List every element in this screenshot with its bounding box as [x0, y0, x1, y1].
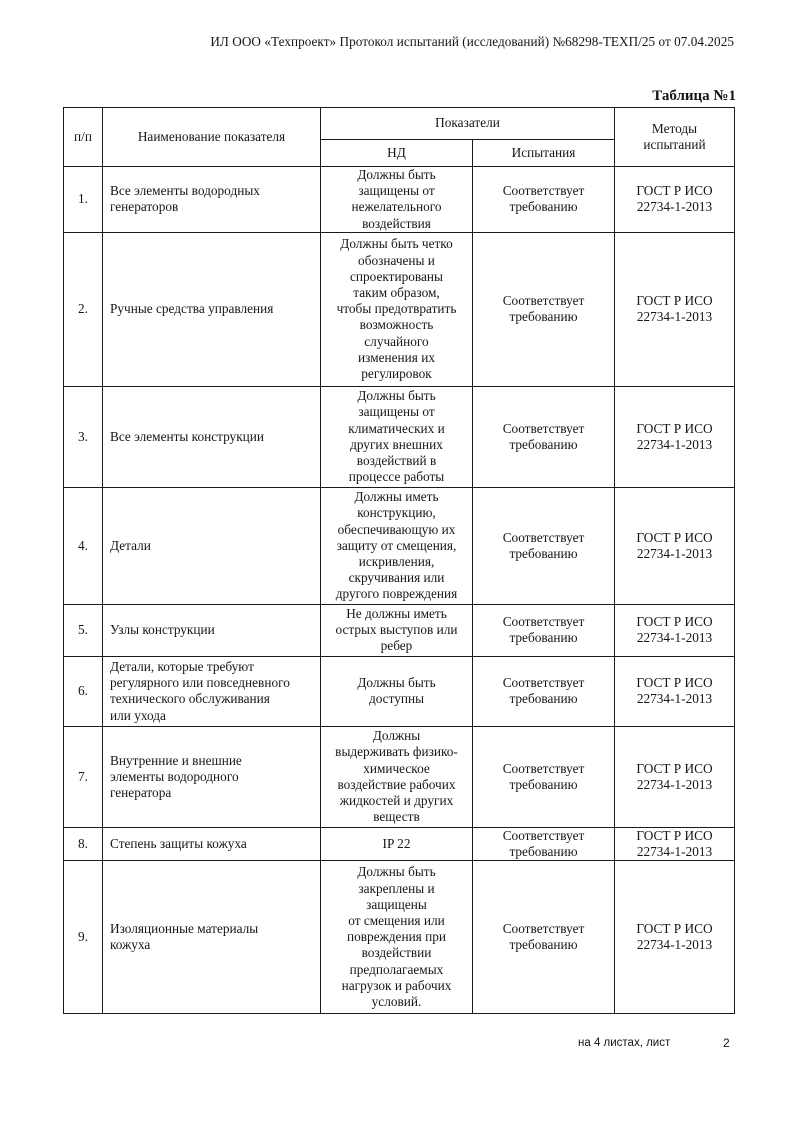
row-test [473, 232, 615, 386]
header-num: п/п [64, 108, 103, 167]
row-nd [321, 487, 473, 604]
row-name [103, 726, 321, 827]
row-test-text: Соответствует требованию [502, 760, 585, 792]
header-methods [615, 108, 735, 167]
row-test-text: Соответствует требованию [502, 529, 585, 561]
row-method-text: ГОСТ Р ИСО 22734-1-2013 [636, 293, 713, 325]
row-method [615, 604, 735, 656]
row-nd [321, 386, 473, 487]
row-num [64, 232, 103, 386]
row-num [64, 827, 103, 860]
row-test [473, 604, 615, 656]
row-nd-text: Должны иметь конструкцию, обеспечивающую их защиту от смещения, искривления, скручивания или другого повреждения [335, 489, 458, 602]
table-row [64, 167, 735, 233]
row-nd-text: Должны быть защищены от климатических и других внешних воздействий в процессе работы [348, 388, 445, 485]
row-method [615, 656, 735, 726]
row-nd-text: Должны быть закреплены и защищены от смещения или повреждения при воздействии предполагаемых нагрузок и рабочих условий. [341, 864, 452, 1009]
row-name [103, 604, 321, 656]
row-name [103, 232, 321, 386]
row-nd-text: Должны быть доступны [357, 675, 436, 707]
row-num-text: 5. [78, 622, 88, 638]
row-method [615, 386, 735, 487]
row-name [103, 167, 321, 233]
footer-sheets-text: на 4 листах, лист [578, 1037, 671, 1049]
row-name-text: Все элементы конструкции [110, 428, 265, 444]
footer-page-number: 2 [723, 1036, 730, 1050]
row-method [615, 487, 735, 604]
row-num [64, 487, 103, 604]
table-caption: Таблица №1 [652, 88, 736, 104]
protocol-table [63, 107, 735, 1014]
row-name [103, 861, 321, 1014]
row-num [64, 726, 103, 827]
row-name-text: Внутренние и внешние элементы водородного генератора [110, 752, 242, 800]
row-num [64, 656, 103, 726]
row-nd-text: Должны быть четко обозначены и спроектированы таким образом, чтобы предотвратить возможность случайного изменения их регулировок [336, 236, 457, 382]
row-num-text: 6. [78, 683, 88, 699]
header-nd: НД [321, 140, 473, 167]
row-method-text: ГОСТ Р ИСО 22734-1-2013 [636, 420, 713, 452]
row-test [473, 827, 615, 860]
row-method-text: ГОСТ Р ИСО 22734-1-2013 [636, 827, 713, 860]
row-test-text: Соответствует требованию [502, 827, 585, 860]
row-test-text: Соответствует требованию [502, 675, 585, 707]
row-test [473, 487, 615, 604]
row-method [615, 726, 735, 827]
row-num-text: 7. [78, 768, 88, 784]
table-row [64, 232, 735, 386]
row-name [103, 827, 321, 860]
row-method [615, 232, 735, 386]
row-nd-text: IP 22 [382, 835, 411, 851]
row-num [64, 861, 103, 1014]
row-test-text: Соответствует требованию [502, 921, 585, 953]
header-tests: Испытания [473, 140, 615, 167]
row-nd [321, 604, 473, 656]
row-method-text: ГОСТ Р ИСО 22734-1-2013 [636, 921, 713, 953]
row-method [615, 827, 735, 860]
row-num-text: 9. [78, 929, 88, 945]
row-num-text: 3. [78, 428, 88, 444]
table-row [64, 861, 735, 1014]
row-test [473, 656, 615, 726]
row-name-text: Изоляционные материалы кожуха [110, 921, 259, 953]
row-num-text: 2. [78, 301, 88, 317]
row-test [473, 726, 615, 827]
row-name [103, 656, 321, 726]
row-method-text: ГОСТ Р ИСО 22734-1-2013 [636, 529, 713, 561]
row-num [64, 167, 103, 233]
row-method-text: ГОСТ Р ИСО 22734-1-2013 [636, 183, 713, 215]
row-num-text: 4. [78, 537, 88, 553]
row-name-text: Детали [110, 537, 151, 553]
row-name-text: Детали, которые требуют регулярного или повседневного технического обслуживания или ухода [110, 658, 290, 723]
table-row [64, 827, 735, 860]
row-nd [321, 861, 473, 1014]
table-head [64, 108, 735, 167]
row-test [473, 861, 615, 1014]
table-row [64, 604, 735, 656]
row-nd [321, 232, 473, 386]
row-nd [321, 726, 473, 827]
row-nd-text: Не должны иметь острых выступов или ребер [335, 606, 458, 654]
header-name: Наименование показателя [103, 108, 321, 167]
row-method-text: ГОСТ Р ИСО 22734-1-2013 [636, 760, 713, 792]
row-method [615, 167, 735, 233]
row-test [473, 167, 615, 233]
row-num-text: 8. [78, 835, 88, 851]
row-name-text: Степень защиты кожуха [110, 835, 247, 851]
table-row [64, 487, 735, 604]
row-method-text: ГОСТ Р ИСО 22734-1-2013 [636, 614, 713, 646]
row-nd-text: Должны выдерживать физико- химическое воздействие рабочих жидкостей и других веществ [335, 728, 458, 825]
row-nd [321, 167, 473, 233]
row-test-text: Соответствует требованию [502, 293, 585, 325]
row-name-text: Ручные средства управления [110, 301, 274, 317]
row-test-text: Соответствует требованию [502, 420, 585, 452]
table-row [64, 726, 735, 827]
row-name-text: Все элементы водородных генераторов [110, 183, 260, 215]
row-test-text: Соответствует требованию [502, 183, 585, 215]
header-indicators: Показатели [321, 108, 615, 140]
row-method-text: ГОСТ Р ИСО 22734-1-2013 [636, 675, 713, 707]
row-num [64, 604, 103, 656]
row-name [103, 487, 321, 604]
header-row [64, 108, 735, 140]
protocol-header: ИЛ ООО «Техпроект» Протокол испытаний (исследований) №68298-ТЕХП/25 от 07.04.2025 [210, 34, 734, 49]
table-row [64, 386, 735, 487]
row-method [615, 861, 735, 1014]
row-name [103, 386, 321, 487]
row-num [64, 386, 103, 487]
table-row [64, 656, 735, 726]
row-nd [321, 656, 473, 726]
row-test [473, 386, 615, 487]
table-body [64, 167, 735, 1014]
row-num-text: 1. [78, 191, 88, 207]
row-nd [321, 827, 473, 860]
header-methods-text: Методы испытаний [643, 120, 706, 152]
row-test-text: Соответствует требованию [502, 614, 585, 646]
row-name-text: Узлы конструкции [110, 622, 215, 638]
row-nd-text: Должны быть защищены от нежелательного воздействия [351, 167, 442, 231]
